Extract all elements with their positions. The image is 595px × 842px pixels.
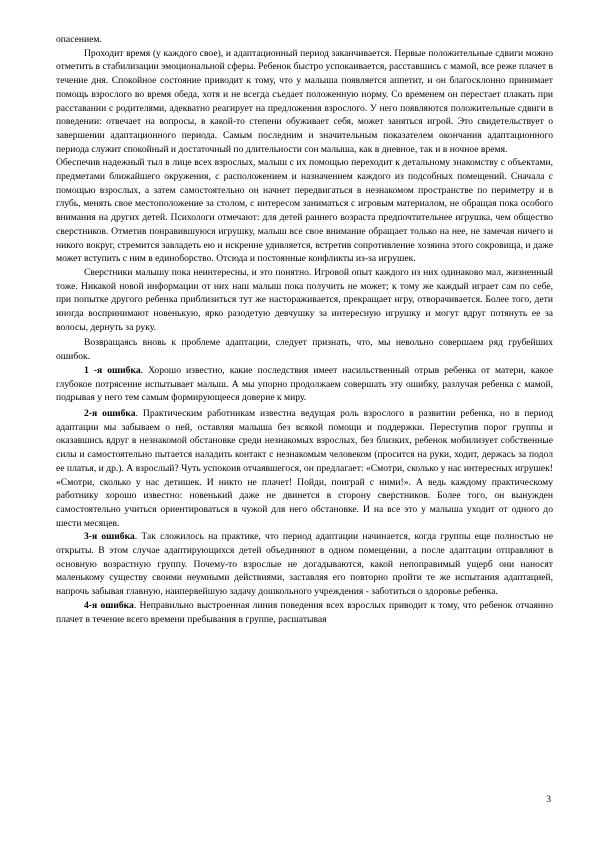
paragraph-mistake-1: [56, 364, 553, 405]
paragraph-environment: Обеспечив надежный тыл в лице всех взрослых, малыш с их помощью переходит к детальному знакомству с объектами, предметами ближайшего окружения, с расположением и назначением каждого из подсобных помещений. Сначала с помощью взрослых, а затем самостоятельно он начнет передвигаться в незнакомом пространстве по периметру и в глубь, менять свое местоположение за столом, с интересом заниматься с игровым материалом, не обращая пока особого внимания на других детей. Психологи отмечают: для детей раннего возраста предпочтительнее игрушка, чем общество сверстников. Отметив понравившуюся игрушку, малыш все свое внимание обращает только на нее, не замечая ничего и никого вокруг, стремится завладеть ею и искренне удивляется, встретив сопротивление хозяина этого сокровища, и даже может вступить с ним в единоборство. Отсюда и постоянные конфликты из-за игрушек.: [56, 157, 553, 265]
mistake-4-text: . Неправильно выстроенная линия поведения всех взрослых приводит к тому, что ребенок отчаянно плачет в течение всего времени пребывания в группе, расшатывая: [56, 599, 553, 625]
mistake-1-label: 1 -я ошибка: [84, 364, 141, 376]
paragraph-adaptation-end: Проходит время (у каждого свое), и адаптационный период заканчивается. Первые положительные сдвиги можно отметить в стабилизации эмоциональной сферы. Ребенок быстро успокаивается, расставшись с мамой, все реже плачет в течение дня. Спокойное состояние приводит к тому, что у малыша появляется аппетит, и он благосклонно принимает помощь взрослого во время обеда, хотя и не всегда съедает положенную норму. Со временем он перестает плакать при расставании с родителями, адекватно реагирует на предложения взрослого. У него появляются положительные сдвиги в поведении: отвечает на вопросы, в какой-то степени обуживает себя, может заняться игрой. Это свидетельствует о завершении адаптационного периода. Самым последним и значительным показателем окончания адаптационного периода служит спокойный и достаточный по длительности сон малыша, как в дневное, так и в ночное время.: [56, 47, 553, 155]
page-number: 3: [546, 794, 551, 805]
mistake-3-text: . Так сложилось на практике, что период адаптации начинается, когда группы еще полностью не открыты. В этом случае адаптирующихся детей объединяют в одном помещении, а после адаптации отправляют в основную возрастную группу. Почему-то взрослые не догадываются, какой непоправимый ущерб они наносят маленькому существу своими неумными действиями, заставляя его повторно пройти те же испытания адаптацией, напрочь забывая главную, наипервейшую задачу дошкольного учреждения - заботиться о здоровье ребенка.: [56, 531, 554, 598]
mistake-2-label: 2-я ошибка: [84, 407, 136, 419]
mistake-3-label: 3-я ошибка: [84, 531, 135, 543]
paragraph-mistake-4: [56, 599, 553, 626]
paragraph-continuation: опасением.: [56, 34, 102, 45]
mistake-4-label: 4-я ошибка: [84, 599, 134, 611]
paragraph-peers: Сверстники малышу пока неинтересны, и это понятно. Игровой опыт каждого из них одинаково мал, жизненный тоже. Никакой новой информации от них наш малыш пока получить не может; к тому же каждый играет сам по себе, при попытке другого ребенка приблизиться тут же настораживается, прекращает игру, отворачивается. Более того, дети иногда воспринимают новенькую, ярко разодетую девчушку за интересную игрушку и могут вдруг потянуть ее за волосы, дернуть за руку.: [56, 266, 553, 333]
mistake-1-text: . Хорошо известно, какие последствия имеет насильственный отрыв ребенка от матери, какое глубокое потрясение испытывает малыш. А мы упорно продолжаем совершать эту ошибку, разлучая ребенка с мамой, подрывая у него тем самым формирующееся доверие к миру.: [56, 364, 553, 404]
mistake-2-text: . Практическим работникам известна ведущая роль взрослого в развитии ребенка, но в период адаптации мы забываем о ней, оставляя малыша без всякой помощи и поддержки. Переступив порог группы и оказавшись вдруг в незнакомой обстановке среди незнакомых взрослых, без близких, ребенок мобилизует собственные силы и самостоятельно пытается наладить контакт с незнакомым человеком (просится на руки, ходит, держась за подол ее платья, и др.). А взрослый? Чуть успокоив отчаявшегося, он предлагает: «Смотри, сколько у нас интересных игрушек! «Смотри, сколько у нас детишек. И никто не плачет! Пойди, поиграй с ними!». А ведь каждому практическому работнику хорошо известно: новенький даже не двинется в сторону сверстников. Более того, он вынужден самостоятельно учиться ориентироваться в чужой для него обстановке. И на все это у малыша уходит от одного до шести месяцев.: [56, 407, 554, 529]
paragraph-mistake-2: [56, 407, 553, 530]
body-text: [56, 33, 553, 626]
paragraph-mistakes-intro: Возвращаясь вновь к проблеме адаптации, следует признать, что, мы невольно совершаем ряд грубейших ошибок.: [56, 337, 553, 363]
paragraph-mistake-3: [56, 530, 553, 599]
